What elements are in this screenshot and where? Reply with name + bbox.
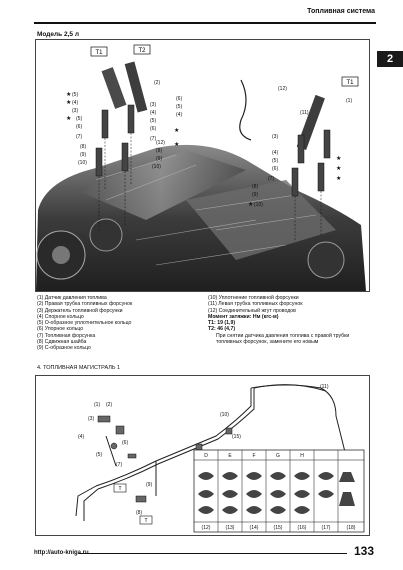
- legend-item: (5) О-образное уплотнительное кольцо: [37, 320, 132, 327]
- svg-text:(5): (5): [176, 104, 183, 110]
- torque-t1: T1: 19 (1,9): [208, 320, 236, 327]
- svg-text:(4): (4): [78, 434, 85, 440]
- svg-text:(5): (5): [96, 452, 103, 458]
- svg-text:(15): (15): [273, 525, 283, 531]
- legend-item: (2) Правая трубка топливных форсунок: [37, 301, 133, 308]
- legend-item: (6) Упорное кольцо: [37, 326, 84, 333]
- svg-text:(11): (11): [320, 384, 329, 390]
- svg-text:★: ★: [336, 166, 342, 172]
- svg-text:(15): (15): [232, 434, 241, 440]
- svg-text:T1: T1: [346, 80, 354, 86]
- svg-text:(3): (3): [88, 416, 95, 422]
- svg-text:F: F: [252, 453, 256, 459]
- svg-text:(12): (12): [201, 525, 211, 531]
- svg-text:★: ★: [336, 156, 342, 162]
- svg-text:D: D: [204, 453, 208, 459]
- svg-text:T: T: [144, 518, 148, 524]
- tool-label-t1-left: [91, 47, 107, 56]
- svg-text:(7): (7): [116, 462, 123, 468]
- model-label: Модель 2,5 л: [37, 31, 79, 38]
- svg-text:★: ★: [248, 202, 254, 208]
- svg-text:(9): (9): [80, 152, 87, 158]
- svg-text:(6): (6): [76, 124, 83, 130]
- legend-item: (9) С-образное кольцо: [37, 345, 91, 352]
- footer-rule: [79, 553, 347, 554]
- svg-text:(2): (2): [154, 80, 161, 86]
- svg-text:(1): (1): [346, 98, 353, 104]
- fuel-line-diagram: [35, 375, 370, 536]
- svg-text:(6): (6): [122, 440, 129, 446]
- svg-text:(6): (6): [176, 96, 183, 102]
- svg-text:(4): (4): [176, 112, 183, 118]
- legend-item: (10) Уплотнение топливной форсунки: [208, 295, 299, 301]
- svg-text:(12): (12): [156, 140, 165, 146]
- svg-text:(6): (6): [272, 166, 279, 172]
- svg-text:(4): (4): [150, 110, 157, 116]
- svg-text:(9): (9): [252, 192, 259, 198]
- svg-text:(5): (5): [150, 118, 157, 124]
- svg-text:(10): (10): [152, 164, 161, 170]
- legend-item: (8) Сдвижная шайба: [37, 339, 87, 346]
- fuel-line-illustration: [36, 376, 369, 535]
- tool-label-t2: [134, 45, 150, 54]
- svg-text:(8): (8): [156, 148, 163, 154]
- svg-text:★: ★: [66, 116, 72, 122]
- chapter-tab: 2: [377, 51, 403, 67]
- legend-item: (12) Соединительный жгут проводов: [208, 307, 296, 314]
- engine-illustration: [36, 40, 369, 291]
- legend-item: (4) Спорное кольцо: [37, 313, 84, 320]
- legend-left: [37, 295, 205, 352]
- legend-right: [208, 295, 368, 345]
- pulley-2: [90, 219, 122, 251]
- pulley-3: [308, 242, 344, 278]
- svg-text:T1: T1: [95, 50, 103, 56]
- torque-title: Момент затяжки: Нм (кгс-м): [208, 313, 279, 320]
- svg-text:(7): (7): [268, 176, 275, 182]
- tool-label-t-1: [114, 484, 126, 492]
- svg-text:(17): (17): [321, 525, 331, 531]
- svg-text:(10): (10): [254, 202, 263, 208]
- torque-t2: T2: 46 (4,7): [208, 326, 236, 333]
- callouts-extra: [154, 80, 287, 118]
- svg-text:(5): (5): [272, 158, 279, 164]
- section-title: Топливная система: [307, 8, 375, 15]
- svg-text:H: H: [300, 453, 304, 459]
- svg-text:(1): (1): [94, 402, 101, 408]
- svg-text:(4): (4): [72, 100, 79, 106]
- svg-text:(3): (3): [150, 102, 157, 108]
- svg-text:★: ★: [336, 176, 342, 182]
- svg-text:★: ★: [174, 128, 180, 134]
- tool-label-t1-right: [342, 77, 358, 86]
- svg-text:T: T: [118, 486, 122, 492]
- legend-note: При снятии датчика давления топлива с правой трубки топливных форсунок, замените его новым: [216, 332, 350, 346]
- figure2-caption: 4. ТОПЛИВНАЯ МАГИСТРАЛЬ 1: [37, 365, 121, 371]
- svg-text:(3): (3): [272, 134, 279, 140]
- svg-text:(7): (7): [150, 136, 157, 142]
- svg-text:(18): (18): [346, 525, 356, 531]
- svg-text:(6): (6): [150, 126, 157, 132]
- svg-text:★: ★: [174, 142, 180, 148]
- svg-text:(10): (10): [220, 412, 229, 418]
- svg-text:(7): (7): [76, 134, 83, 140]
- svg-text:G: G: [276, 453, 280, 459]
- svg-text:(3): (3): [72, 108, 79, 114]
- svg-text:(5): (5): [72, 92, 79, 98]
- svg-text:★: ★: [66, 92, 72, 98]
- svg-text:(10): (10): [78, 160, 87, 166]
- legend-item: (3) Держатель топливной форсунки: [37, 307, 123, 314]
- svg-text:E: E: [228, 453, 232, 459]
- page-number: 133: [353, 544, 374, 558]
- svg-text:(8): (8): [80, 144, 87, 150]
- pulley-hub: [52, 246, 70, 264]
- svg-text:(9): (9): [156, 156, 163, 162]
- svg-text:(2): (2): [106, 402, 113, 408]
- footer-url[interactable]: http://auto-kniga.ru: [34, 550, 89, 556]
- svg-text:(12): (12): [278, 86, 287, 92]
- svg-text:(4): (4): [272, 150, 279, 156]
- svg-text:(9): (9): [146, 482, 153, 488]
- tool-label-t-2: [140, 516, 152, 524]
- legend-item: (11) Левая трубка топливных форсунок: [208, 301, 303, 308]
- svg-text:(13): (13): [225, 525, 235, 531]
- svg-text:T2: T2: [138, 48, 146, 54]
- svg-text:(11): (11): [300, 110, 309, 116]
- svg-text:(14): (14): [249, 525, 259, 531]
- svg-text:★: ★: [66, 100, 72, 106]
- engine-exploded-diagram: [35, 39, 370, 292]
- svg-text:(16): (16): [297, 525, 307, 531]
- svg-text:(8): (8): [252, 184, 259, 190]
- wiring-harness: [240, 80, 251, 140]
- svg-text:(8): (8): [136, 510, 143, 516]
- svg-text:(5): (5): [76, 116, 83, 122]
- legend-item: (1) Датчик давления топлива: [37, 295, 107, 301]
- clip-detail-table: [194, 450, 364, 532]
- legend-item: (7) Топливная форсунка: [37, 332, 96, 339]
